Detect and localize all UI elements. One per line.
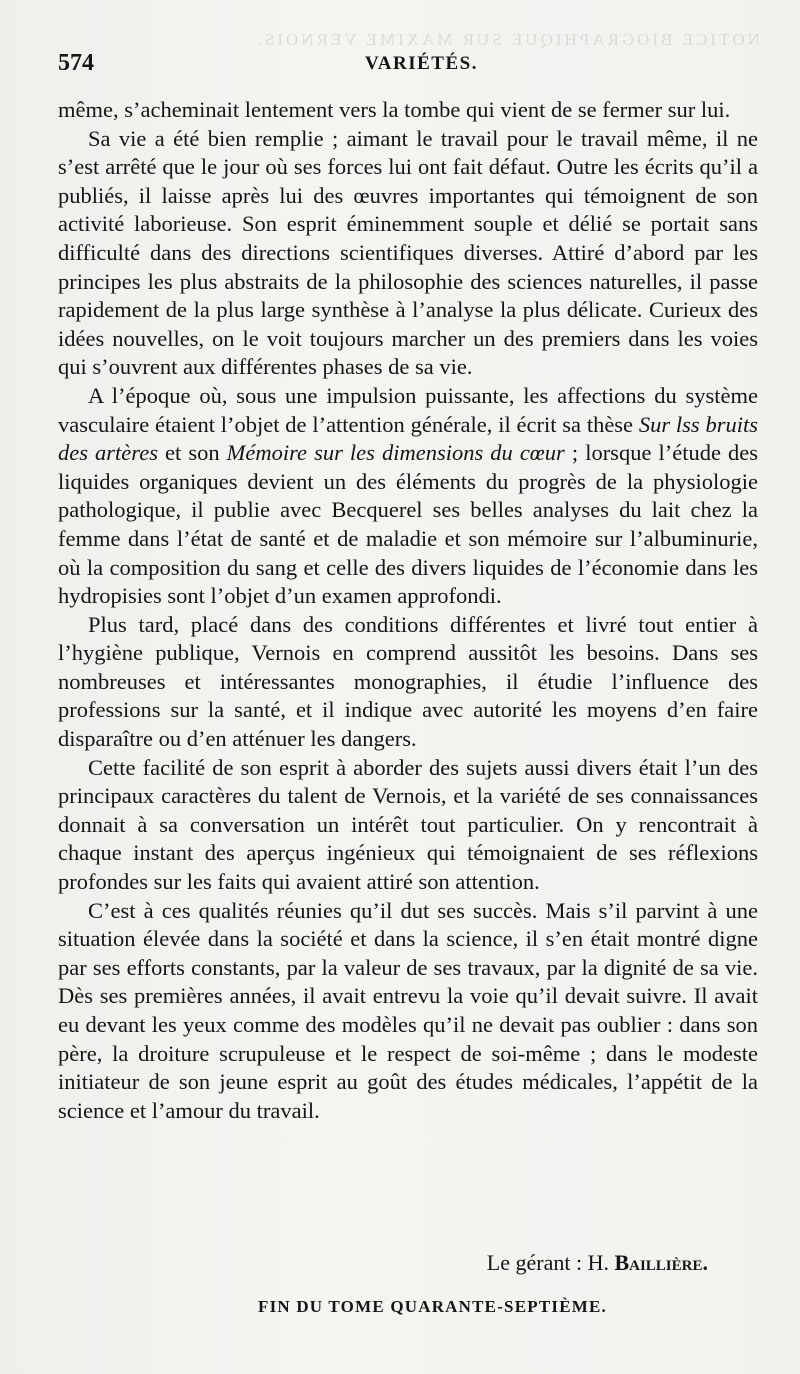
body-text xyxy=(58,96,758,1125)
signature xyxy=(487,1250,708,1276)
signature-name: Baillière. xyxy=(614,1250,708,1275)
paragraph-text: ; lorsque l’étude des liquides organiques devient un des éléments du progrès de la physiologie pathologique, il publie avec Becquerel ses belles analyses du lait chez la femme dans l’état de santé et de maladie et son mémoire sur l’albuminurie, où la composition du sang et celle des divers liquides de l’économie dans les hydropisies sont l’objet d’un examen approfondi. xyxy=(58,440,759,609)
bleed-through-text: NOTICE BIOGRAPHIQUE SUR MAXIME VERNOIS. xyxy=(254,30,760,49)
paragraph xyxy=(58,382,758,611)
paragraph-text: A l’époque où, sous une impulsion puissante, les affections du système vasculaire étaient l’objet de l’attention générale, il écrit sa thèse xyxy=(58,382,758,437)
page-number: 574 xyxy=(58,50,94,76)
paragraph-text: et son xyxy=(157,440,227,466)
running-head xyxy=(58,50,758,82)
running-title: VARIÉTÉS. xyxy=(365,53,478,74)
paragraph xyxy=(58,754,758,897)
colophon: FIN DU TOME QUARANTE-SEPTIÈME. xyxy=(258,1297,607,1316)
italic-title: Mémoire sur les dimensions du cœur xyxy=(226,440,565,466)
paragraph-text: Plus tard, placé dans des conditions différentes et livré tout entier à l’hygiène publique, Vernois en comprend aussitôt les besoins. Dans ses nombreuses et intéressantes monographies, il étudie l’influence des professions sur la santé, et il indique avec autorité les moyens d’en faire disparaître ou d’en atténuer les dangers. xyxy=(58,611,758,752)
paragraph-text: même, s’acheminait lentement vers la tombe qui vient de se fermer sur lui. xyxy=(58,97,731,122)
paragraph xyxy=(58,125,758,382)
paragraph xyxy=(58,96,758,125)
paragraph-text: Sa vie a été bien remplie ; aimant le travail pour le travail même, il ne s’est arrêté que le jour où ses forces lui ont fait défaut. Outre les écrits qu’il a publiés, il laisse après lui des œuvres importantes qui témoignent de son activité laborieuse. Son esprit éminemment souple et délié se portait sans difficulté dans des directions scientifiques diverses. Attiré d’abord par les principes les plus abstraits de la philosophie des sciences naturelles, il passe rapidement de la plus large synthèse à l’analyse la plus délicate. Curieux des idées nouvelles, on le voit toujours marcher un des premiers dans les voies qui s’ouvrent aux différentes phases de sa vie. xyxy=(58,125,758,380)
paragraph xyxy=(58,611,758,754)
signature-prefix: Le gérant : H. xyxy=(486,1250,615,1275)
paragraph-text: Cette facilité de son esprit à aborder des sujets aussi divers était l’un des principaux caractères du talent de Vernois, et la variété de ses connaissances donnait à sa conversation un intérêt tout particulier. On y rencontrait à chaque instant des aperçus ingénieux qui témoignaient de ses réflexions profondes sur les faits qui avaient attiré son attention. xyxy=(58,754,758,895)
paragraph xyxy=(58,897,758,1126)
paragraph-text: C’est à ces qualités réunies qu’il dut ses succès. Mais s’il parvint à une situation élevée dans la société et dans la science, il s’en était montré digne par ses efforts constants, par la valeur de ses travaux, par la dignité de sa vie. Dès ses premières années, il avait entrevu la voie qu’il devait suivre. Il avait eu devant les yeux comme des modèles qu’il ne devait pas oublier : dans son père, la droiture scrupuleuse et le respect de soi-même ; dans le modeste initiateur de son jeune esprit au goût des études médicales, l’appétit de la science et l’amour du travail. xyxy=(58,897,758,1123)
italic-title: Sur lss bruits des artères xyxy=(58,411,758,466)
